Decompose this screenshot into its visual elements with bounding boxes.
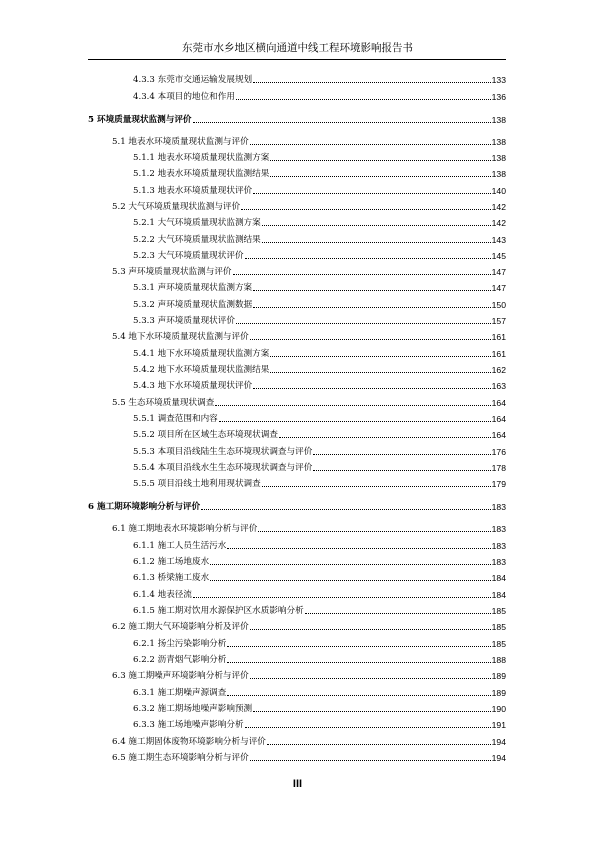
toc-entry-page: 145 — [491, 251, 506, 261]
toc-entry-title: 5.1 地表水环境质量现状监测与评价 — [112, 137, 249, 147]
toc-entry-title: 5.3.1 声环境质量现状监测方案 — [133, 283, 253, 293]
toc-subsection-entry[interactable] — [133, 636, 506, 650]
dot-leader — [227, 548, 490, 549]
toc-subsection-entry[interactable] — [133, 280, 506, 294]
toc-entry-page: 162 — [491, 365, 506, 375]
toc-subsection-entry[interactable] — [133, 72, 506, 86]
toc-entry-title: 5.1.3 地表水环境质量现状评价 — [133, 186, 253, 196]
toc-entry-page: 161 — [491, 332, 506, 342]
toc-chapter-entry[interactable] — [88, 112, 506, 126]
toc-entry-page: 164 — [491, 398, 506, 408]
toc-entry-page: 161 — [491, 349, 506, 359]
dot-leader — [193, 597, 491, 598]
toc-entry-page: 189 — [491, 688, 506, 698]
toc-entry-title: 6.1.3 桥梁施工废水 — [133, 573, 210, 583]
toc-entry-page: 189 — [491, 671, 506, 681]
toc-entry-page: 194 — [491, 737, 506, 747]
toc-entry-page: 185 — [491, 622, 506, 632]
toc-entry-page: 183 — [491, 524, 506, 534]
dot-leader — [270, 372, 490, 373]
toc-entry-page: 133 — [491, 75, 506, 85]
toc-entry-title: 4.3.3 东莞市交通运输发展规划 — [133, 75, 253, 85]
toc-entry-page: 179 — [491, 479, 506, 489]
dot-leader — [241, 209, 491, 210]
toc-entry-page: 190 — [491, 704, 506, 714]
toc-entry-page: 147 — [491, 267, 506, 277]
toc-entry-page: 176 — [491, 447, 506, 457]
toc-entry-title: 6.3.2 施工期场地噪声影响预测 — [133, 704, 253, 714]
dot-leader — [201, 509, 491, 510]
dot-leader — [253, 711, 491, 712]
toc-subsection-entry[interactable] — [133, 652, 506, 666]
dot-leader — [313, 470, 490, 471]
dot-leader — [227, 695, 490, 696]
dot-leader — [305, 613, 491, 614]
toc-entry-page: 183 — [491, 541, 506, 551]
toc-section-entry[interactable] — [112, 750, 506, 764]
toc-entry-page: 184 — [491, 573, 506, 583]
dot-leader — [210, 580, 490, 581]
toc-subsection-entry[interactable] — [133, 476, 506, 490]
toc-entry-page: 188 — [491, 655, 506, 665]
dot-leader — [236, 99, 491, 100]
toc-subsection-entry[interactable] — [133, 587, 506, 601]
toc-entry-title: 6.2 施工期大气环境影响分析及评价 — [112, 622, 249, 632]
dot-leader — [270, 176, 490, 177]
toc-section-entry[interactable] — [112, 668, 506, 682]
page-number: III — [292, 778, 303, 790]
dot-leader — [262, 242, 491, 243]
toc-subsection-entry[interactable] — [133, 554, 506, 568]
dot-leader — [219, 421, 491, 422]
toc-entry-title: 6.1.4 地表径流 — [133, 590, 192, 600]
toc-entry-title: 5.4 地下水环境质量现状监测与评价 — [112, 332, 249, 342]
toc-entry-page: 191 — [491, 720, 506, 730]
toc-entry-title: 6.3.3 施工场地噪声影响分析 — [133, 720, 244, 730]
toc-entry-title: 6.4 施工期固体废物环境影响分析与评价 — [112, 737, 266, 747]
toc-entry-title: 5.5.3 本项目沿线陆生生态环境现状调查与评价 — [133, 447, 313, 457]
toc-entry-title: 5.2.2 大气环境质量现状监测结果 — [133, 235, 261, 245]
dot-leader — [233, 274, 491, 275]
toc-entry-title: 5.3.2 声环境质量现状监测数据 — [133, 300, 253, 310]
toc-entry-page: 138 — [491, 153, 506, 163]
toc-subsection-entry[interactable] — [133, 150, 506, 164]
toc-entry-page: 164 — [491, 414, 506, 424]
dot-leader — [267, 744, 491, 745]
toc-subsection-entry[interactable] — [133, 183, 506, 197]
toc-entry-page: 140 — [491, 186, 506, 196]
toc-subsection-entry[interactable] — [133, 701, 506, 715]
dot-leader — [253, 307, 491, 308]
toc-subsection-entry[interactable] — [133, 603, 506, 617]
dot-leader — [262, 486, 491, 487]
toc-chapter-entry[interactable] — [88, 499, 506, 513]
dot-leader — [245, 727, 491, 728]
toc-entry-page: 143 — [491, 235, 506, 245]
toc-section-entry[interactable] — [112, 619, 506, 633]
toc-entry-title: 5.2 大气环境质量现状监测与评价 — [112, 202, 241, 212]
toc-subsection-entry[interactable] — [133, 427, 506, 441]
dot-leader — [253, 290, 491, 291]
toc-subsection-entry[interactable] — [133, 166, 506, 180]
dot-leader — [250, 339, 491, 340]
toc-entry-title: 5.5.2 项目所在区域生态环境现状调查 — [133, 430, 278, 440]
toc-entry-title: 5.3.3 声环境质量现状评价 — [133, 316, 235, 326]
toc-subsection-entry[interactable] — [133, 313, 506, 327]
toc-section-entry[interactable] — [112, 134, 506, 148]
dot-leader — [262, 225, 491, 226]
toc-entry-page: 142 — [491, 202, 506, 212]
toc-subsection-entry[interactable] — [133, 378, 506, 392]
toc-entry-page: 183 — [491, 557, 506, 567]
toc-entry-title: 5.2.1 大气环境质量现状监测方案 — [133, 218, 261, 228]
dot-leader — [193, 122, 491, 123]
dot-leader — [250, 678, 491, 679]
toc-entry-title: 5.3 声环境质量现状监测与评价 — [112, 267, 232, 277]
toc-subsection-entry[interactable] — [133, 570, 506, 584]
toc-entry-page: 138 — [491, 115, 506, 125]
toc-entry-title: 5.5 生态环境质量现状调查 — [112, 398, 215, 408]
toc-entry-page: 150 — [491, 300, 506, 310]
dot-leader — [253, 388, 491, 389]
toc-entry-page: 147 — [491, 283, 506, 293]
dot-leader — [250, 144, 491, 145]
toc-entry-page: 194 — [491, 753, 506, 763]
dot-leader — [270, 356, 490, 357]
toc-entry-page: 178 — [491, 463, 506, 473]
dot-leader — [250, 760, 491, 761]
dot-leader — [227, 662, 490, 663]
toc-entry-page: 142 — [491, 218, 506, 228]
toc-entry-title: 5.4.2 地下水环境质量现状监测结果 — [133, 365, 270, 375]
toc-entry-page: 164 — [491, 430, 506, 440]
toc-entry-title: 5.1.2 地表水环境质量现状监测结果 — [133, 169, 270, 179]
toc-subsection-entry[interactable] — [133, 538, 506, 552]
toc-entry-title: 6.1.5 施工期对饮用水源保护区水质影响分析 — [133, 606, 304, 616]
toc-subsection-entry[interactable] — [133, 717, 506, 731]
toc-section-entry[interactable] — [112, 734, 506, 748]
toc-entry-title: 5.4.1 地下水环境质量现状监测方案 — [133, 349, 270, 359]
dot-leader — [279, 437, 491, 438]
toc-section-entry[interactable] — [112, 329, 506, 343]
toc-entry-title: 4.3.4 本项目的地位和作用 — [133, 92, 235, 102]
toc-entry-title: 6.1.1 施工人员生活污水 — [133, 541, 227, 551]
toc-entry-title: 6.3 施工期噪声环境影响分析与评价 — [112, 671, 249, 681]
toc-subsection-entry[interactable] — [133, 215, 506, 229]
toc-entry-title: 6.2.2 沥青烟气影响分析 — [133, 655, 227, 665]
toc-entry-title: 5.5.4 本项目沿线水生生态环境现状调查与评价 — [133, 463, 313, 473]
toc-entry-page: 183 — [491, 502, 506, 512]
toc-entry-title: 6.1.2 施工场地废水 — [133, 557, 210, 567]
toc-entry-page: 136 — [491, 92, 506, 102]
toc-subsection-entry[interactable] — [133, 362, 506, 376]
toc-entry-title: 5 环境质量现状监测与评价 — [88, 115, 192, 125]
toc-entry-page: 157 — [491, 316, 506, 326]
toc-entry-title: 6 施工期环境影响分析与评价 — [88, 502, 201, 512]
dot-leader — [215, 405, 490, 406]
toc-section-entry[interactable] — [112, 199, 506, 213]
toc-entry-title: 6.3.1 施工期噪声源调查 — [133, 688, 227, 698]
toc-entry-title: 6.5 施工期生态环境影响分析与评价 — [112, 753, 249, 763]
toc-subsection-entry[interactable] — [133, 444, 506, 458]
dot-leader — [236, 323, 491, 324]
toc-section-entry[interactable] — [112, 264, 506, 278]
toc-subsection-entry[interactable] — [133, 346, 506, 360]
dot-leader — [253, 82, 491, 83]
dot-leader — [250, 629, 491, 630]
toc-entry-title: 6.1 施工期地表水环境影响分析与评价 — [112, 524, 258, 534]
toc-entry-title: 6.2.1 扬尘污染影响分析 — [133, 639, 227, 649]
dot-leader — [258, 531, 490, 532]
toc-entry-page: 185 — [491, 606, 506, 616]
toc-entry-title: 5.5.1 调查范围和内容 — [133, 414, 218, 424]
toc-section-entry[interactable] — [112, 521, 506, 535]
toc-entry-page: 138 — [491, 169, 506, 179]
toc-entry-page: 138 — [491, 137, 506, 147]
dot-leader — [210, 564, 490, 565]
toc-subsection-entry[interactable] — [133, 460, 506, 474]
toc-section-entry[interactable] — [112, 395, 506, 409]
toc-subsection-entry[interactable] — [133, 297, 506, 311]
toc-entry-page: 185 — [491, 639, 506, 649]
toc-entry-title: 5.1.1 地表水环境质量现状监测方案 — [133, 153, 270, 163]
toc-entry-page: 184 — [491, 590, 506, 600]
toc-subsection-entry[interactable] — [133, 411, 506, 425]
toc-subsection-entry[interactable] — [133, 232, 506, 246]
dot-leader — [245, 258, 491, 259]
toc-entry-title: 5.4.3 地下水环境质量现状评价 — [133, 381, 253, 391]
dot-leader — [313, 454, 490, 455]
toc-entry-title: 5.2.3 大气环境质量现状评价 — [133, 251, 244, 261]
dot-leader — [253, 193, 491, 194]
dot-leader — [227, 646, 490, 647]
toc-entry-page: 163 — [491, 381, 506, 391]
toc-subsection-entry[interactable] — [133, 685, 506, 699]
toc-subsection-entry[interactable] — [133, 89, 506, 103]
dot-leader — [270, 160, 490, 161]
document-title: 东莞市水乡地区横向通道中线工程环境影响报告书 — [182, 42, 413, 54]
toc-subsection-entry[interactable] — [133, 248, 506, 262]
toc-entry-title: 5.5.5 项目沿线土地利用现状调查 — [133, 479, 261, 489]
